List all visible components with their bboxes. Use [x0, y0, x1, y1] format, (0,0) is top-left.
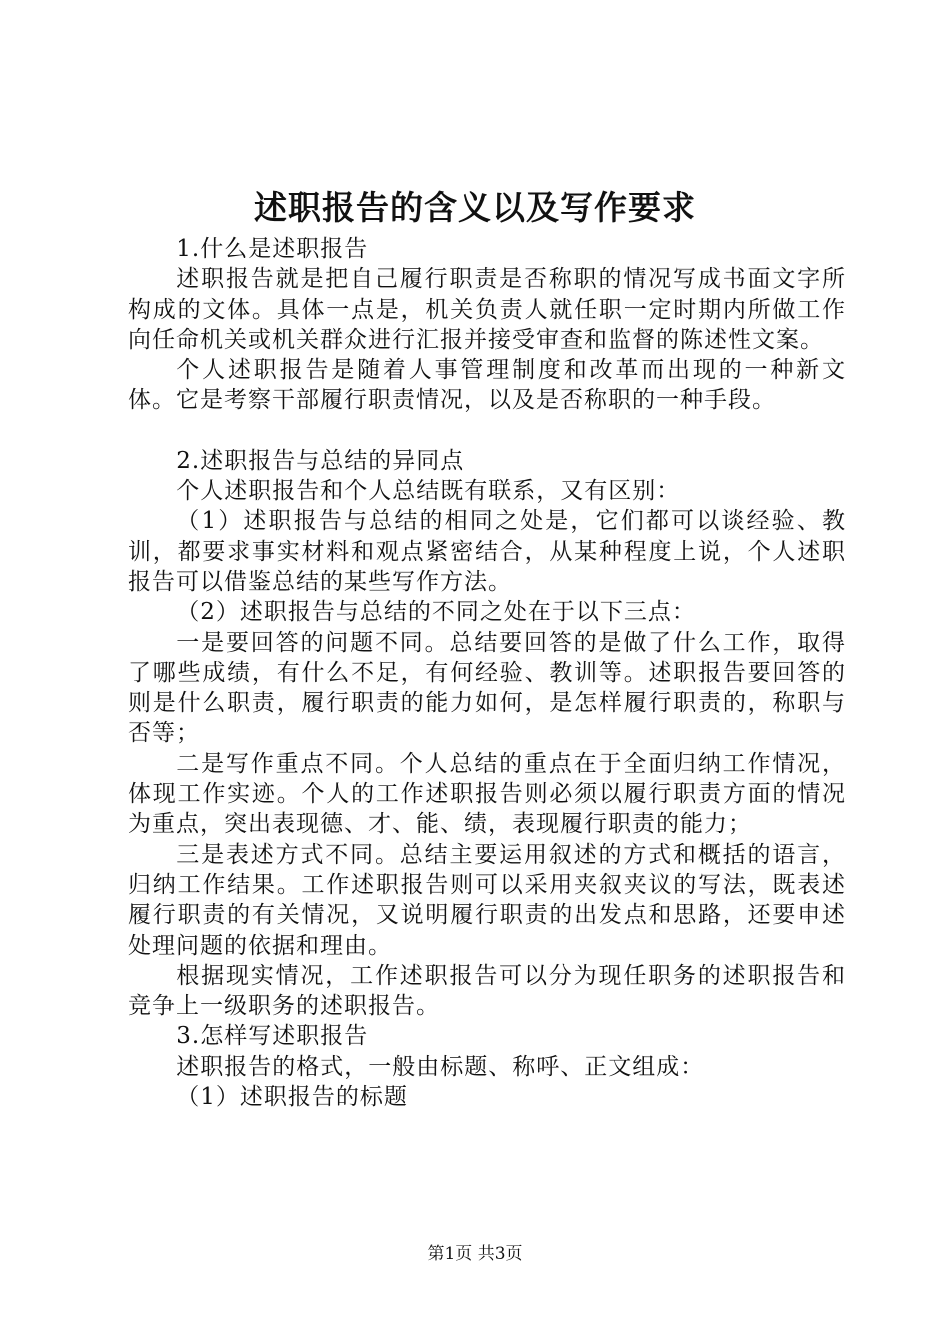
paragraph-difference-2: 二是写作重点不同。个人总结的重点在于全面归纳工作情况，体现工作实迹。个人的工作述职报告则必须以履行职责方面的情况为重点，突出表现德、才、能、绩，表现履行职责的能力；	[128, 750, 846, 838]
section-heading-2: 2.述职报告与总结的异同点	[176, 447, 465, 474]
paragraph-similarities: （1）述职报告与总结的相同之处是，它们都可以谈经验、教训，都要求事实材料和观点紧密结合，从某种程度上说，个人述职报告可以借鉴总结的某些写作方法。	[128, 508, 846, 595]
paragraph-difference-3: 三是表述方式不同。总结主要运用叙述的方式和概括的语言，归纳工作结果。工作述职报告则可以采用夹叙夹议的写法，既表述履行职责的有关情况，又说明履行职责的出发点和思路，还要申述处理问题的依据和理由。	[128, 841, 846, 959]
section-heading-1: 1.什么是述职报告	[176, 236, 369, 262]
paragraph-relation: 个人述职报告和个人总结既有联系，又有区别：	[176, 478, 681, 505]
paragraph-difference-1: 一是要回答的问题不同。总结要回答的是做了什么工作，取得了哪些成绩，有什么不足，有何经验、教训等。述职报告要回答的则是什么职责，履行职责的能力如何，是怎样履行职责的，称职与否等；	[128, 629, 846, 747]
paragraph-format: 述职报告的格式，一般由标题、称呼、正文组成：	[176, 1053, 705, 1080]
subheading-title: （1）述职报告的标题	[176, 1084, 408, 1111]
document-body	[128, 234, 846, 1112]
paragraph-definition: 述职报告就是把自己履行职责是否称职的情况写成书面文字所构成的文体。具体一点是，机关负责人就任职一定时期内所做工作向任命机关或机关群众进行汇报并接受审查和监督的陈述性文案。	[128, 266, 846, 353]
paragraph-new-style: 个人述职报告是随着人事管理制度和改革而出现的一种新文体。它是考察干部履行职责情况，以及是否称职的一种手段。	[128, 357, 846, 414]
page-footer: 第1页 共3页	[427, 1244, 523, 1264]
paragraph-report-types: 根据现实情况，工作述职报告可以分为现任职务的述职报告和竞争上一级职务的述职报告。	[128, 962, 846, 1020]
paragraph-differences-intro: （2）述职报告与总结的不同之处在于以下三点：	[176, 599, 696, 626]
document-title: 述职报告的含义以及写作要求	[254, 188, 696, 227]
section-heading-3: 3.怎样写述职报告	[176, 1023, 369, 1050]
